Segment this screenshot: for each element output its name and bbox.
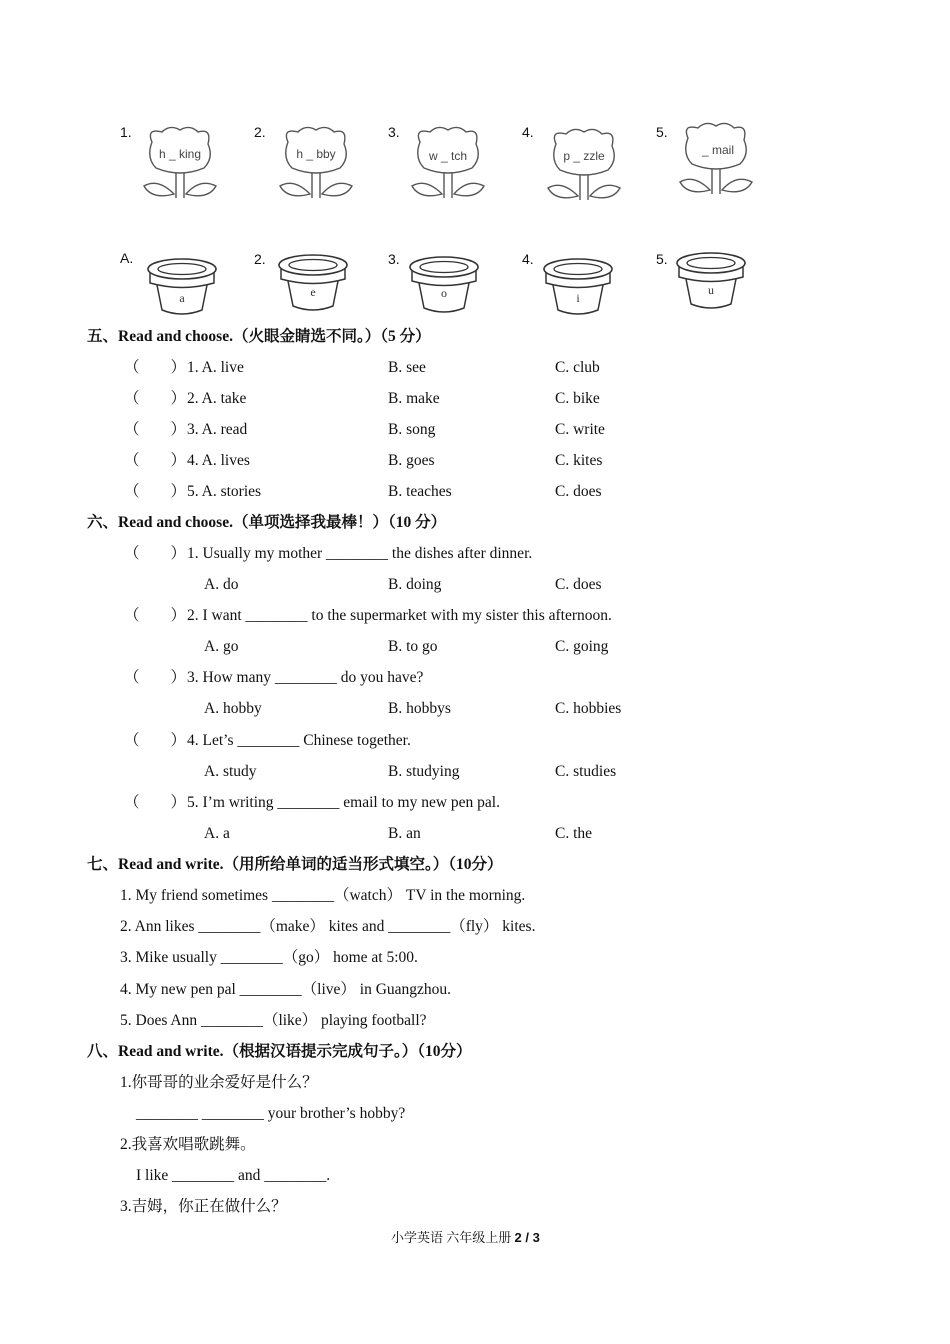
flower-number: 1. [120,124,132,140]
flower-pot-icon [541,256,615,318]
pot-letter: e [310,285,316,299]
option-c: C. kites [555,452,603,469]
question-text: 5. I’m writing ________ email to my new pen pal. [187,794,500,811]
pot-number: 3. [388,251,400,267]
fill-blank-sentence: 5. Does Ann ________（like） playing football? [120,1012,427,1029]
option-c: C. the [555,825,593,842]
flower-icon [274,124,358,204]
flower-word: _ mail [701,143,735,157]
answer-paren[interactable]: （ ） [124,483,187,500]
pot-number: A. [120,250,134,266]
pot-number: 4. [522,251,534,267]
option-c: C. does [555,576,602,593]
option-b: B. goes [388,452,435,469]
section-6-title: 六、Read and choose.（单项选择我最棒！）（10 分） [87,514,447,531]
option-a: A. study [204,763,257,780]
section-7-title: 七、Read and write.（用所给单词的适当形式填空。）（10分） [87,856,503,873]
option-b: B. doing [388,576,442,593]
answer-paren[interactable]: （ ） [124,607,187,624]
option-b: B. to go [388,638,438,655]
option-c: C. bike [555,390,600,407]
option-b: B. studying [388,763,460,780]
pot-letter: a [179,291,185,305]
flower-number: 3. [388,124,400,140]
chinese-prompt: 1.你哥哥的业余爱好是什么？ [120,1074,318,1091]
question-option-a: 4. A. lives [187,452,250,469]
section-5-title: 五、Read and choose.（火眼金睛选不同。）（5 分） [87,328,431,345]
option-a: A. hobby [204,700,262,717]
answer-paren[interactable]: （ ） [124,390,187,407]
question-text: 3. How many ________ do you have? [187,669,424,686]
pot-number: 5. [656,251,668,267]
option-b: B. see [388,359,426,376]
flower-number: 5. [656,124,668,140]
pot-number: 2. [254,251,266,267]
question-option-a: 3. A. read [187,421,248,438]
flower-pot-icon [407,254,481,316]
flower-icon [674,120,758,200]
option-b: B. teaches [388,483,452,500]
flower-word: w _ tch [428,149,468,163]
flower-word: h _ king [158,147,202,161]
fill-blank-sentence: 3. Mike usually ________（go） home at 5:00. [120,949,418,966]
answer-paren[interactable]: （ ） [124,794,187,811]
question-text: 4. Let’s ________ Chinese together. [187,732,411,749]
option-c: C. write [555,421,605,438]
flower-pot-icon [145,256,219,318]
option-a: A. do [204,576,239,593]
answer-paren[interactable]: （ ） [124,359,187,376]
option-a: A. a [204,825,230,842]
flower-number: 4. [522,124,534,140]
answer-sentence: I like ________ and ________. [136,1167,331,1184]
option-b: B. an [388,825,421,842]
answer-paren[interactable]: （ ） [124,452,187,469]
flower-number: 2. [254,124,266,140]
answer-sentence: ________ ________ your brother’s hobby? [136,1105,406,1122]
page-footer [391,1230,540,1246]
flower-word: p _ zzle [563,149,605,163]
question-text: 2. I want ________ to the supermarket with my sister this afternoon. [187,607,612,624]
option-b: B. song [388,421,436,438]
option-a: A. go [204,638,239,655]
page-number: 2 / 3 [514,1230,540,1245]
answer-paren[interactable]: （ ） [124,545,187,562]
flower-word: h _ bby [296,147,336,161]
fill-blank-sentence: 1. My friend sometimes ________（watch） TV in the morning. [120,887,526,904]
flower-pot-icon [276,252,350,314]
flower-icon [138,124,222,204]
answer-paren[interactable]: （ ） [124,669,187,686]
question-option-a: 5. A. stories [187,483,262,500]
option-c: C. studies [555,763,617,780]
pot-letter: o [441,286,447,300]
answer-paren[interactable]: （ ） [124,421,187,438]
footer-title: 小学英语 六年级上册 [391,1230,515,1245]
fill-blank-sentence: 2. Ann likes ________（make） kites and ________（fly） kites. [120,918,536,935]
chinese-prompt: 2.我喜欢唱歌跳舞。 [120,1136,256,1153]
question-option-a: 1. A. live [187,359,244,376]
pot-letter: u [708,283,714,297]
section-8-title: 八、Read and write.（根据汉语提示完成句子。）（10分） [87,1043,472,1060]
question-option-a: 2. A. take [187,390,247,407]
answer-paren[interactable]: （ ） [124,732,187,749]
option-c: C. hobbies [555,700,622,717]
option-b: B. make [388,390,440,407]
flower-icon [406,124,490,204]
option-b: B. hobbys [388,700,451,717]
option-c: C. going [555,638,609,655]
flower-pot-icon [674,250,748,312]
flower-icon [542,126,626,206]
option-c: C. does [555,483,602,500]
chinese-prompt: 3.吉姆，你正在做什么？ [120,1198,287,1215]
pot-letter: i [576,291,580,305]
fill-blank-sentence: 4. My new pen pal ________（live） in Guangzhou. [120,981,452,998]
option-c: C. club [555,359,600,376]
question-text: 1. Usually my mother ________ the dishes after dinner. [187,545,533,562]
